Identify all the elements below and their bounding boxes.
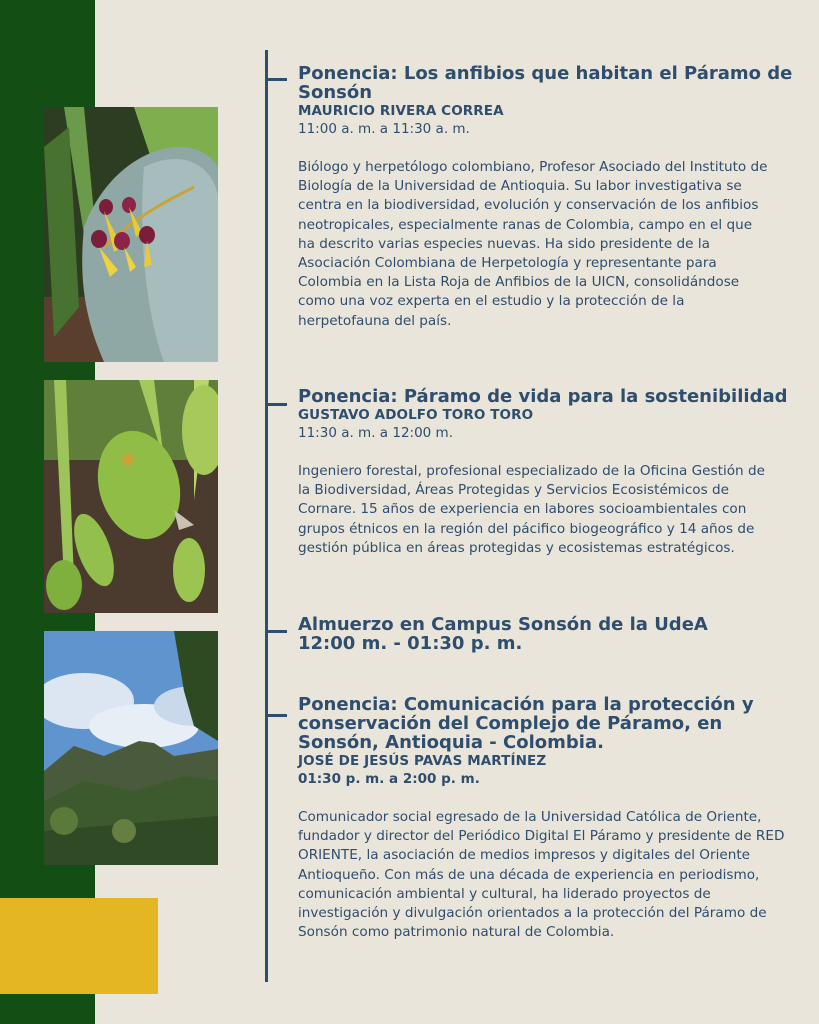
session-speaker: MAURICIO RIVERA CORREA bbox=[298, 103, 504, 119]
timeline-tick bbox=[265, 630, 287, 633]
landscape-photo bbox=[44, 631, 218, 865]
session-4 bbox=[298, 695, 808, 942]
yellow-accent-block bbox=[0, 898, 158, 994]
session-title: Ponencia: Páramo de vida para la sostenibilidad bbox=[298, 386, 788, 407]
session-description: Ingeniero forestal, profesional especializado de la Oficina Gestión de la Biodiversidad, Áreas Protegidas y Servicios Ecosistémicos de Cornare. 15 años de experiencia en labores socioambientales con grupos étnicos en la región del pácifico biogeográfico y 14 años de gestión pública en áreas protegidas y ecosistemas estratégicos. bbox=[298, 463, 765, 556]
lunch-break bbox=[298, 615, 808, 653]
session-time: 11:30 a. m. a 12:00 m. bbox=[298, 425, 453, 441]
session-title: Ponencia: Los anfibios que habitan el Páramo de Sonsón bbox=[298, 63, 793, 103]
session-speaker: GUSTAVO ADOLFO TORO TORO bbox=[298, 407, 534, 423]
timeline-tick bbox=[265, 78, 287, 81]
session-description: Biólogo y herpetólogo colombiano, Profesor Asociado del Instituto de Biología de la Universidad de Antioquia. Su labor investigativa se centra en la biodiversidad, evolución y conservación de los anfibios neotropicales, especialmente ranas de Colombia, campo en el que ha descrito varias especies nuevas. Ha sido presidente de la Asociación Colombiana de Herpetología y representante para Colombia en la Lista Roja de Anfibios de la UICN, consolidándose como una voz experta en el estudio y la protección de la herpetofauna del país. bbox=[298, 159, 768, 329]
leaves-photo bbox=[44, 380, 218, 613]
session-time: 11:00 a. m. a 11:30 a. m. bbox=[298, 121, 470, 137]
session-2 bbox=[298, 387, 808, 558]
timeline-line bbox=[265, 50, 268, 982]
lunch-time: 12:00 m. - 01:30 p. m. bbox=[298, 633, 523, 654]
orchid-photo bbox=[44, 107, 218, 362]
lunch-title: Almuerzo en Campus Sonsón de la UdeA bbox=[298, 614, 708, 635]
timeline-tick bbox=[265, 714, 287, 717]
session-title: Ponencia: Comunicación para la protección y conservación del Complejo de Páramo, en Sonsón, Antioquia - Colombia. bbox=[298, 694, 754, 753]
session-speaker: JOSÉ DE JESÚS PAVAS MARTÍNEZ bbox=[298, 753, 547, 769]
session-description: Comunicador social egresado de la Universidad Católica de Oriente, fundador y director del Periódico Digital El Páramo y presidente de RED ORIENTE, la asociación de medios impresos y digitales del Oriente Antioqueño. Con más de una década de experiencia en periodismo, comunicación ambiental y cultural, ha liderado proyectos de investigación y divulgación orientados a la protección del Páramo de Sonsón como patrimonio natural de Colombia. bbox=[298, 809, 785, 941]
session-time: 01:30 p. m. a 2:00 p. m. bbox=[298, 771, 480, 787]
timeline-tick bbox=[265, 403, 287, 406]
session-1 bbox=[298, 64, 808, 331]
